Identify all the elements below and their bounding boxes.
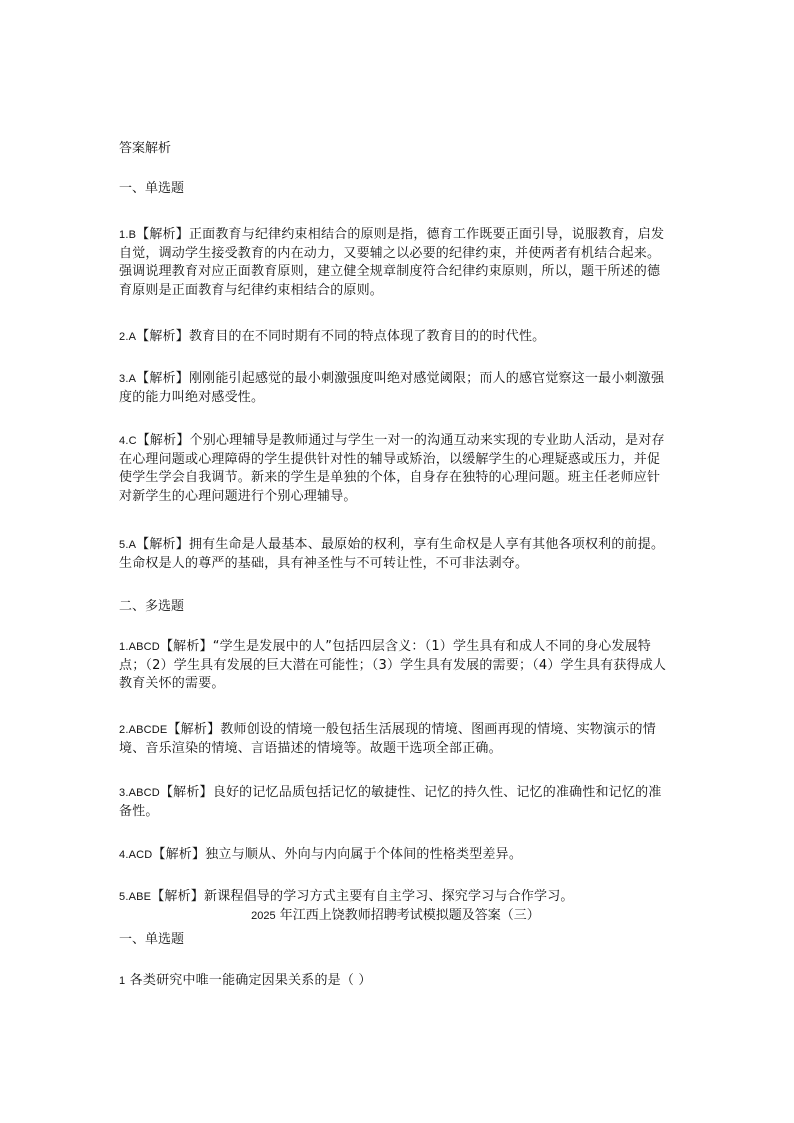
answer-item: 2.A【解析】教育目的在不同时期有不同的特点体现了教育目的的时代性。 [119, 329, 546, 344]
answer-item: 4.ACD【解析】独立与顺从、外向与内向属于个体间的性格类型差异。 [119, 847, 523, 862]
answer-item: 4.C【解析】个别心理辅导是教师通过与学生一对一的沟通互动来实现的专业助人活动，是对存在心理问题或心理障碍的学生提供针对性的辅导或矫治，以缓解学生的心理疑惑或压力，并促使学生学会自我调节。新来的学生是单独的个体，自身存在独特的心理问题。班主任老师应针对新学生的心理问题进行个别心理辅导。 [119, 433, 665, 504]
answer-item: 1.B【解析】正面教育与纪律约束相结合的原则是指，德育工作既要正面引导，说服教育，启发自觉，调动学生接受教育的内在动力，又要辅之以必要的纪律约束，并使两者有机结合起来。强调说理教育对应正面教育原则，建立健全规章制度符合纪律约束原则，所以，题干所述的德育原则是正面教育与纪律约束相结合的原则。 [119, 227, 665, 298]
answer-item: 3.A【解析】刚刚能引起感觉的最小刺激强度叫绝对感觉阈限；而人的感官觉察这一最小刺激强度的能力叫绝对感受性。 [119, 371, 665, 405]
question-item: 1 各类研究中唯一能确定因果关系的是（ ） [119, 973, 372, 988]
answer-item: 2.ABCDE【解析】教师创设的情境一般包括生活展现的情境、图画再现的情境、实物演示的情境、音乐渲染的情境、言语描述的情境等。故题干选项全部正确。 [119, 722, 656, 756]
answer-item: 5.ABE【解析】新课程倡导的学习方式主要有自主学习、探究学习与合作学习。 [119, 889, 574, 904]
exam-title: 2025 年江西上饶教师招聘考试模拟题及答案（三） [251, 908, 540, 923]
exam-single-choice-heading: 一、单选题 [119, 932, 185, 947]
answer-item: 5.A【解析】拥有生命是人最基本、最原始的权利，享有生命权是人享有其他各项权利的前提。生命权是人的尊严的基础，具有神圣性与不可转让性，不可非法剥夺。 [119, 537, 665, 571]
multi-choice-heading: 二、多选题 [119, 599, 185, 614]
single-choice-heading: 一、单选题 [119, 181, 185, 196]
answer-item: 3.ABCD【解析】良好的记忆品质包括记忆的敏捷性、记忆的持久性、记忆的准确性和记忆的准备性。 [119, 785, 662, 819]
answer-item: 1.ABCD【解析】“学生是发展中的人”包括四层含义：（1）学生具有和成人不同的身心发展特点；（2）学生具有发展的巨大潜在可能性；（3）学生具有发展的需要；（4）学生具有获得成人教育关怀的需要。 [119, 639, 667, 691]
answer-title: 答案解析 [119, 141, 172, 156]
